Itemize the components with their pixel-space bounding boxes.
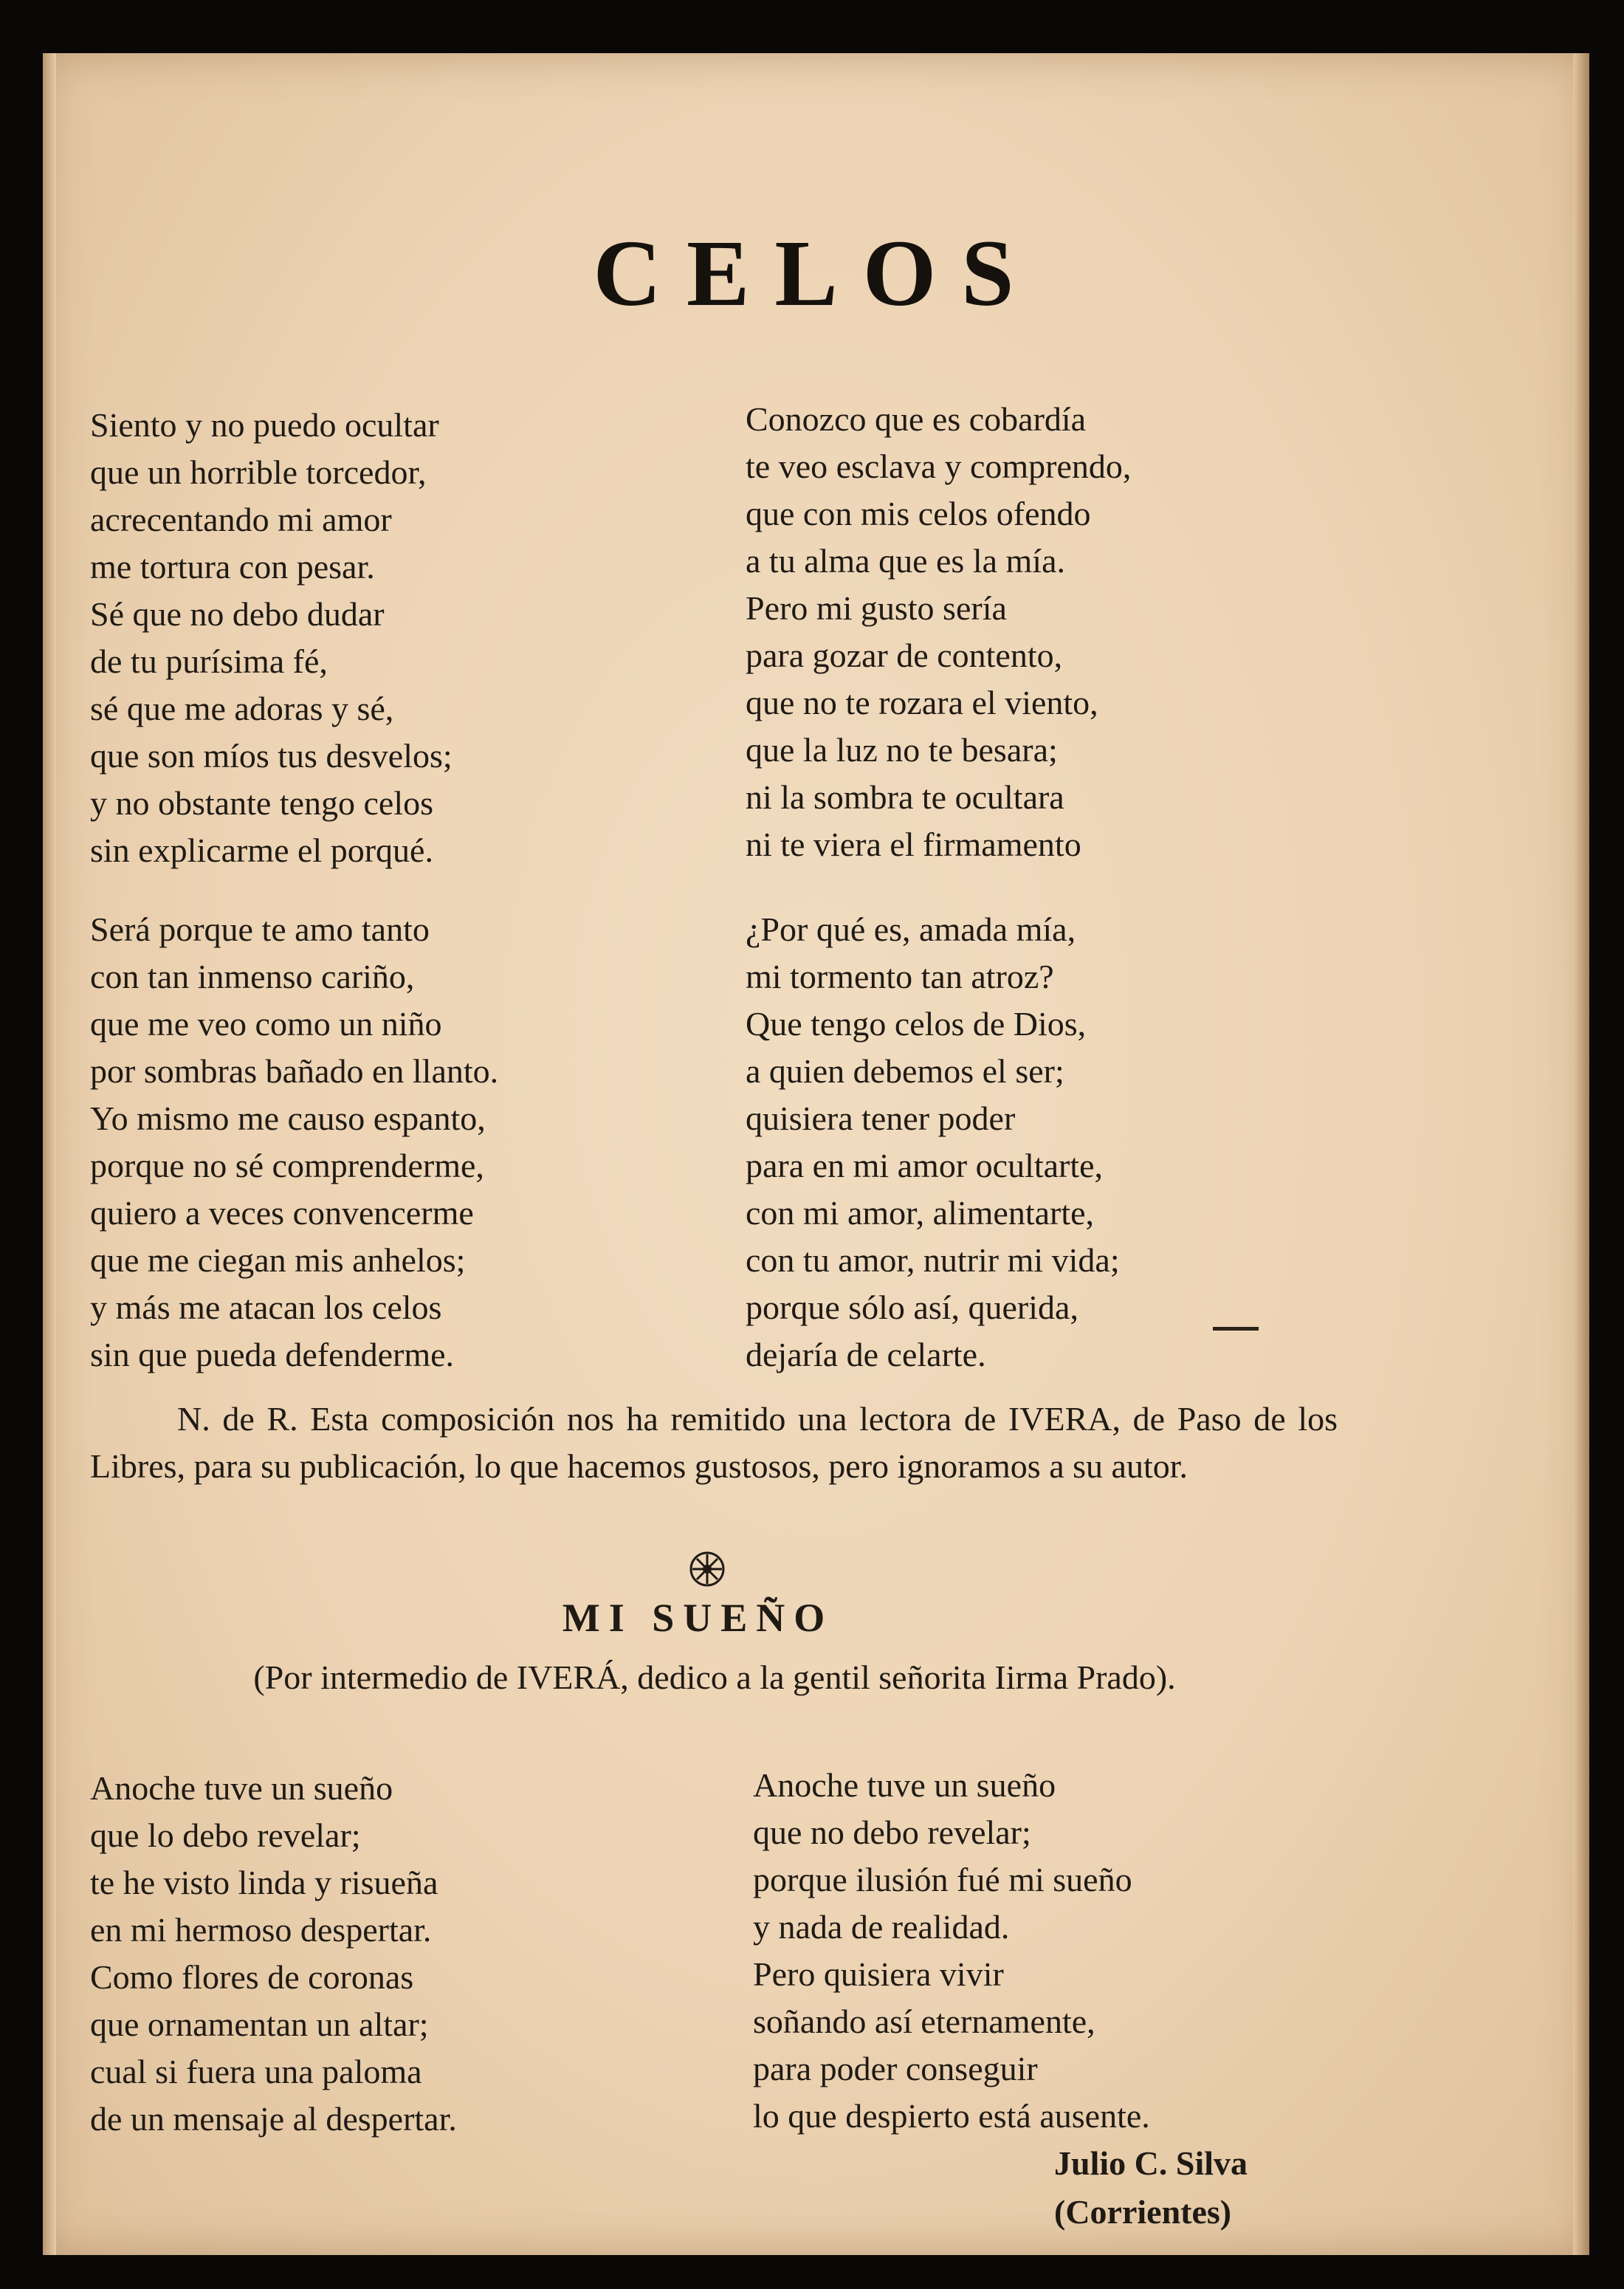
verse-line: porque sólo así, querida, xyxy=(746,1288,1078,1326)
end-rule xyxy=(1213,1327,1259,1331)
verse-line: que me ciegan mis anhelos; xyxy=(90,1241,466,1279)
verse-line: Conozco que es cobardía xyxy=(746,400,1087,438)
verse-line: que lo debo revelar; xyxy=(90,1816,361,1854)
verse-line: cual si fuera una paloma xyxy=(90,2053,422,2090)
verse-line: con tu amor, nutrir mi vida; xyxy=(746,1241,1120,1279)
verse-line: Que tengo celos de Dios, xyxy=(746,1005,1087,1043)
verse-line: me tortura con pesar. xyxy=(90,548,375,586)
verse-line: soñando así eternamente, xyxy=(753,2003,1095,2040)
verse-line: Será porque te amo tanto xyxy=(90,910,430,948)
verse-line: acrecentando mi amor xyxy=(90,501,392,538)
verse-line: con tan inmenso cariño, xyxy=(90,958,415,995)
stanza-3 xyxy=(90,906,498,1379)
verse-line: Pero mi gusto sería xyxy=(746,589,1007,627)
stanza-4 xyxy=(746,906,1120,1379)
stanza-1 xyxy=(90,402,453,874)
page-edge xyxy=(1573,53,1589,2255)
verse-line: por sombras bañado en llanto. xyxy=(90,1052,499,1090)
verse-line: y no obstante tengo celos xyxy=(90,784,434,822)
poem-title: CELOS xyxy=(593,221,1039,326)
verse-line: que un horrible torcedor, xyxy=(90,453,427,491)
dedication: (Por intermedio de IVERÁ, dedico a la gentil señorita Iirma Prado). xyxy=(253,1658,1176,1696)
verse-line: porque ilusión fué mi sueño xyxy=(753,1861,1132,1898)
verse-line: te he visto linda y risueña xyxy=(90,1864,438,1901)
second-poem-title: MI SUEÑO xyxy=(562,1596,834,1640)
verse-line: Yo mismo me causo espanto, xyxy=(90,1099,486,1137)
page-fold-shadow xyxy=(43,53,56,2255)
verse-line: que la luz no te besara; xyxy=(746,731,1058,769)
verse-line: ¿Por qué es, amada mía, xyxy=(746,910,1076,948)
verse-line: para gozar de contento, xyxy=(746,636,1063,674)
verse-line: Como flores de coronas xyxy=(90,1958,414,1996)
stanza-2 xyxy=(746,396,1131,868)
verse-line: sin que pueda defenderme. xyxy=(90,1336,455,1373)
verse-line: que me veo como un niño xyxy=(90,1005,442,1043)
magazine-page xyxy=(43,53,1589,2255)
verse-line: Anoche tuve un sueño xyxy=(753,1766,1056,1804)
verse-line: Anoche tuve un sueño xyxy=(90,1769,393,1807)
verse-line: Sé que no debo dudar xyxy=(90,595,385,633)
verse-line: para poder conseguir xyxy=(753,2050,1038,2087)
verse-line: que ornamentan un altar; xyxy=(90,2005,429,2043)
verse-line: ni te viera el firmamento xyxy=(746,826,1081,863)
verse-line: de tu purísima fé, xyxy=(90,642,328,680)
second-poem-left xyxy=(90,1765,457,2143)
verse-line: y nada de realidad. xyxy=(753,1908,1010,1946)
verse-line: a quien debemos el ser; xyxy=(746,1052,1064,1090)
author-place: (Corrientes) xyxy=(1054,2193,1232,2231)
verse-line: porque no sé comprenderme, xyxy=(90,1147,484,1184)
verse-line: sin explicarme el porqué. xyxy=(90,831,433,869)
verse-line: con mi amor, alimentarte, xyxy=(746,1194,1095,1232)
verse-line: ni la sombra te ocultara xyxy=(746,778,1064,816)
verse-line: de un mensaje al despertar. xyxy=(90,2100,457,2138)
verse-line: lo que despierto está ausente. xyxy=(753,2097,1150,2135)
flower-ornament-icon xyxy=(689,1551,726,1588)
verse-line: y más me atacan los celos xyxy=(90,1288,442,1326)
verse-line: te veo esclava y comprendo, xyxy=(746,447,1132,485)
verse-line: que no te rozara el viento, xyxy=(746,684,1098,721)
verse-line: quiero a veces convencerme xyxy=(90,1194,474,1232)
author-signature xyxy=(1054,2139,1248,2237)
verse-line: que no debo revelar; xyxy=(753,1813,1031,1851)
verse-line: mi tormento tan atroz? xyxy=(746,958,1054,995)
second-poem-right xyxy=(753,1762,1150,2140)
verse-line: que con mis celos ofendo xyxy=(746,495,1091,532)
verse-line: sé que me adoras y sé, xyxy=(90,690,394,727)
verse-line: Pero quisiera vivir xyxy=(753,1955,1004,1993)
verse-line: dejaría de celarte. xyxy=(746,1336,986,1373)
verse-line: en mi hermoso despertar. xyxy=(90,1911,432,1949)
verse-line: para en mi amor ocultarte, xyxy=(746,1147,1104,1184)
editor-note: N. de R. Esta composición nos ha remitido una lectora de IVERA, de Paso de los Libres, para su publicación, lo que hacemos gustosos, pero ignoramos a su autor. xyxy=(90,1400,1338,1485)
verse-line: quisiera tener poder xyxy=(746,1099,1016,1137)
verse-line: que son míos tus desvelos; xyxy=(90,737,453,775)
author-name: Julio C. Silva xyxy=(1054,2144,1248,2182)
verse-line: a tu alma que es la mía. xyxy=(746,542,1066,580)
verse-line: Siento y no puedo ocultar xyxy=(90,406,439,444)
